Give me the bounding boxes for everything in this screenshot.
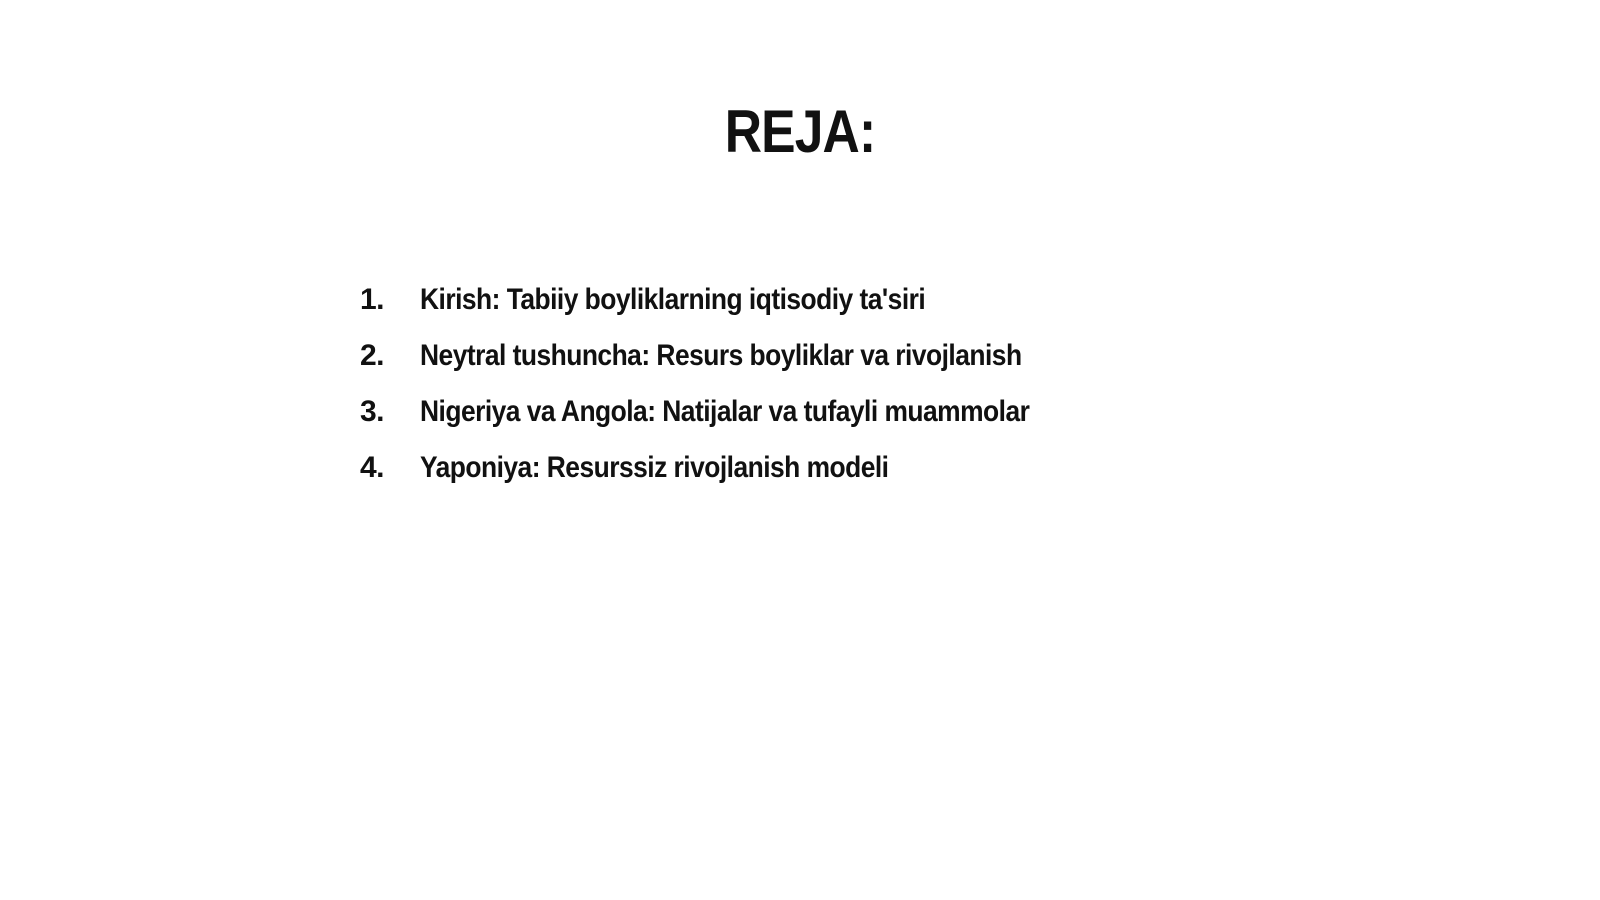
item-text: Neytral tushuncha: Resurs boyliklar va rivojlanish: [420, 339, 1022, 372]
slide-title: REJA:: [724, 98, 876, 165]
item-number: 4.: [360, 451, 384, 484]
list-item: [360, 283, 1112, 339]
list-item: [360, 395, 1112, 451]
item-text: Kirish: Tabiiy boyliklarning iqtisodiy ta'siri: [420, 283, 926, 316]
item-number: 2.: [360, 339, 384, 372]
list-item: [360, 339, 1112, 395]
item-number: 3.: [360, 395, 384, 428]
item-number: 1.: [360, 283, 384, 316]
list-item: [360, 451, 1112, 507]
plan-list: [360, 283, 1112, 507]
item-text: Yaponiya: Resurssiz rivojlanish modeli: [420, 451, 889, 484]
item-text: Nigeriya va Angola: Natijalar va tufayli muammolar: [420, 395, 1030, 428]
